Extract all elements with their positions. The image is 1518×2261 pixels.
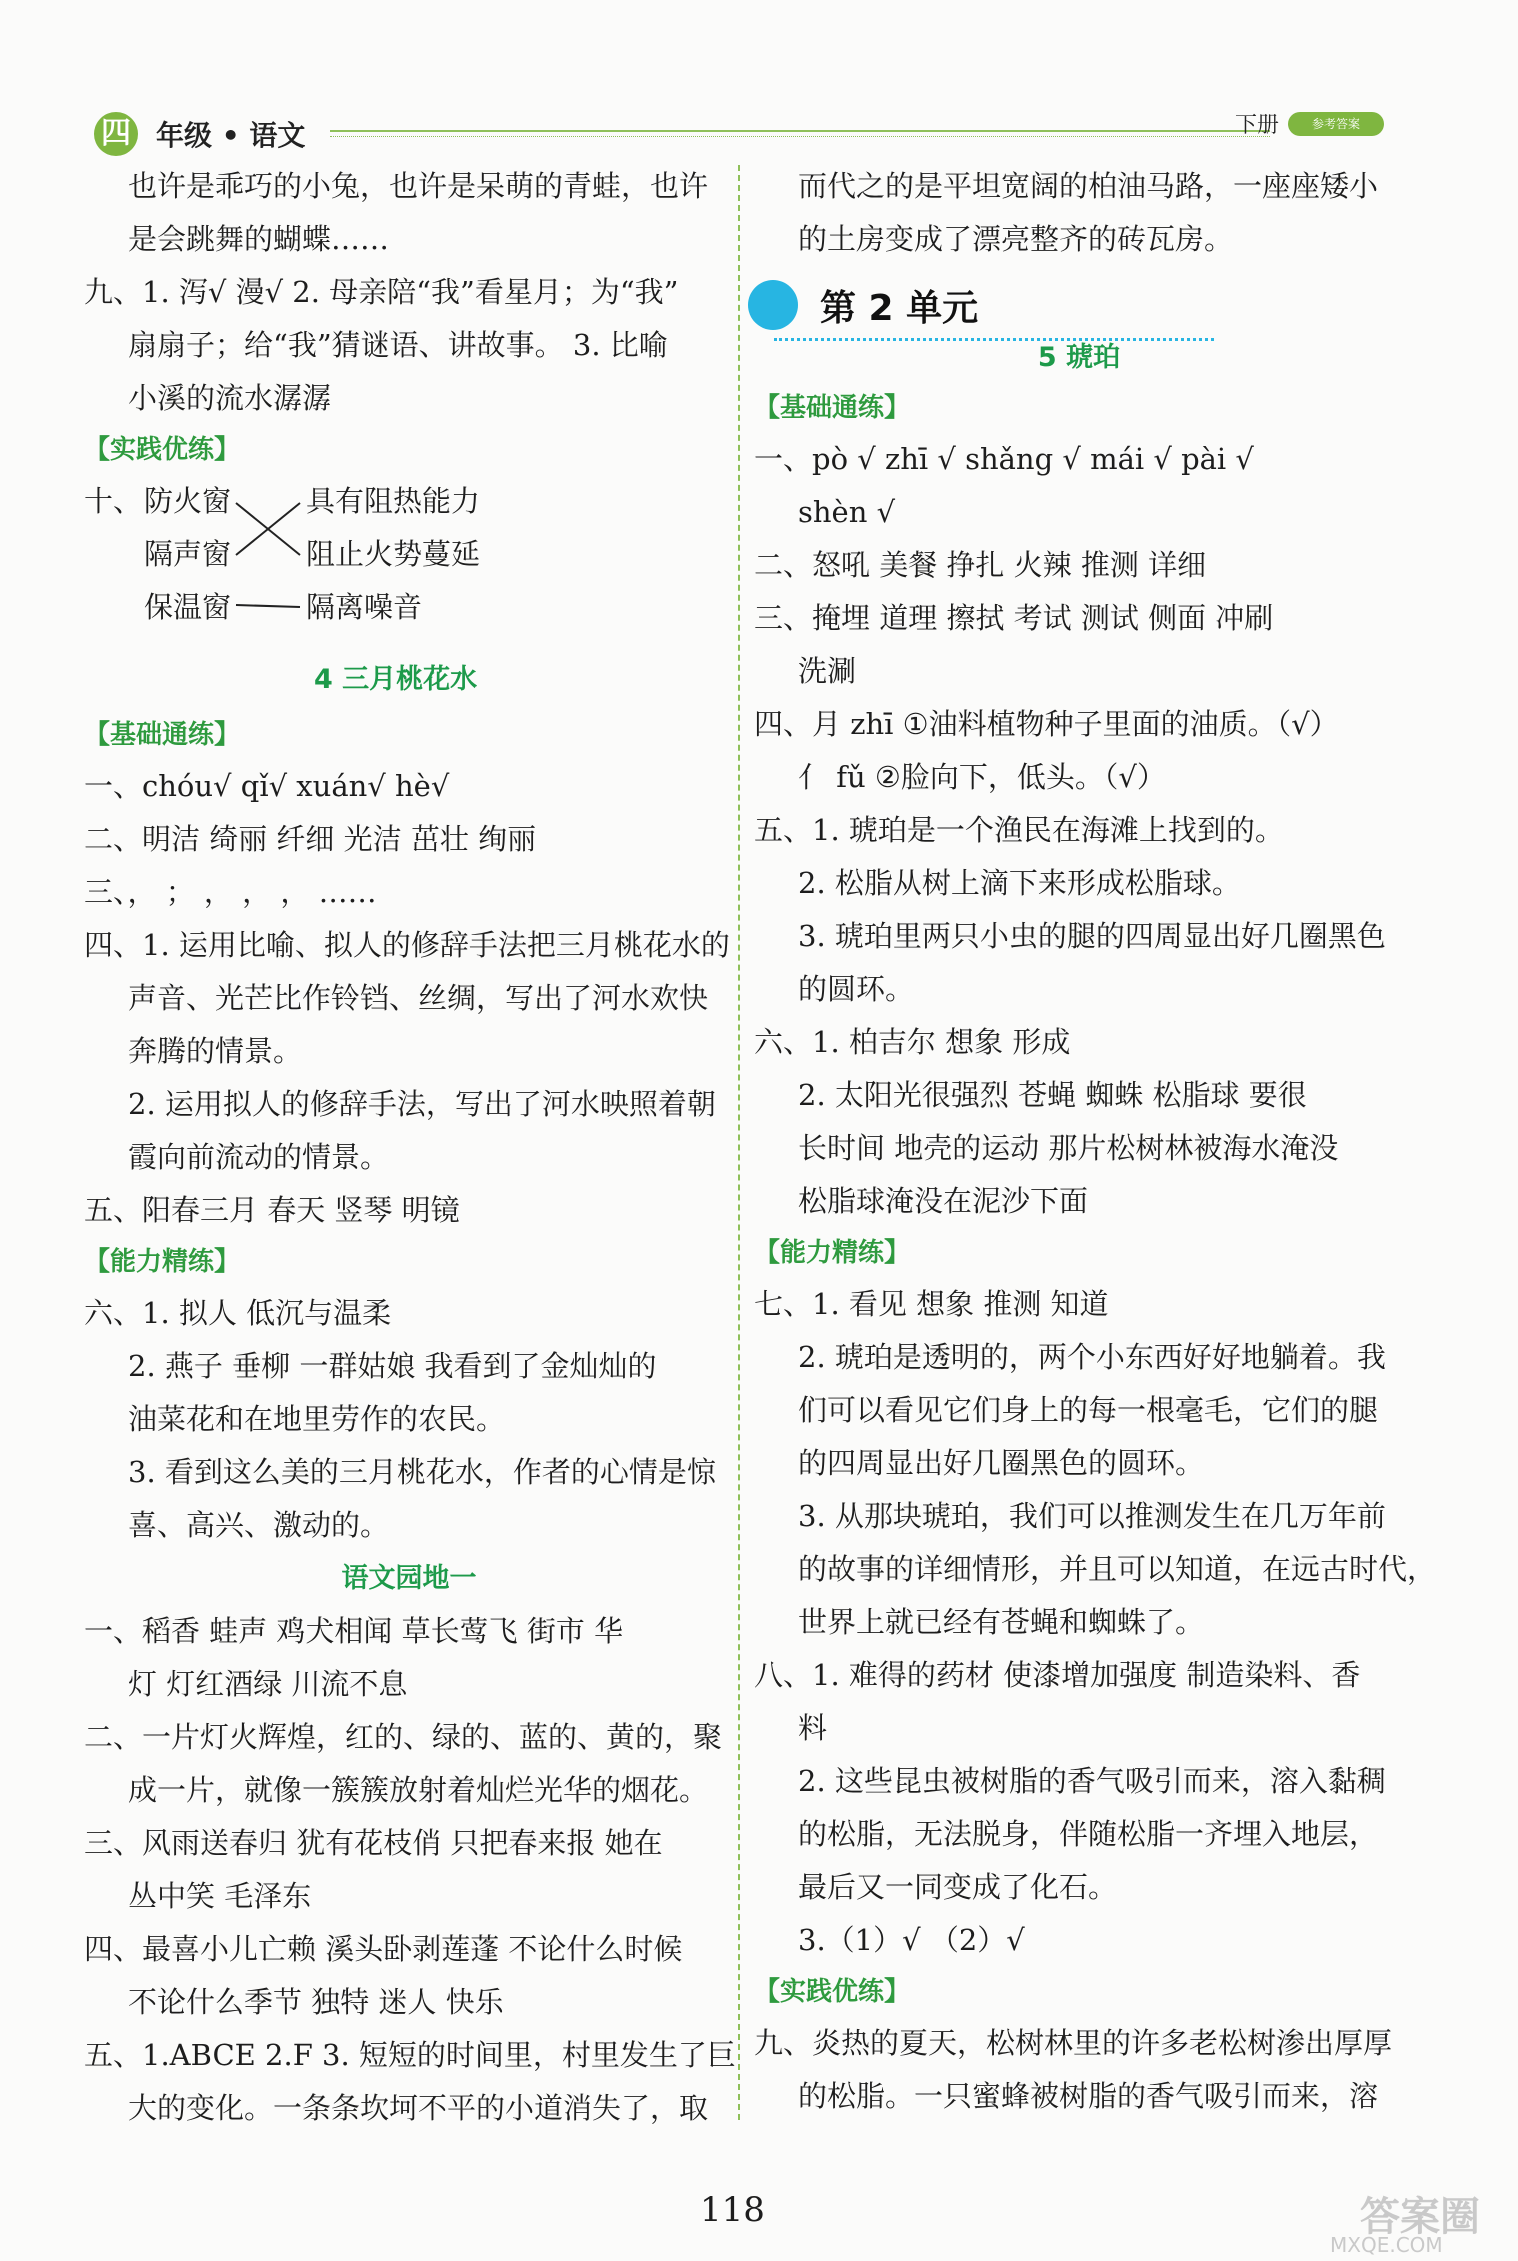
answer-1: 一、pò √ zhī √ shǎng √ mái √ pài √ [754,442,1254,476]
text-line: 也许是乖巧的小兔，也许是呆萌的青蛙，也许 [128,169,709,203]
text-line: 油菜花和在地里劳作的农民。 [128,1402,506,1436]
text-line: 不论什么季节 独特 迷人 快乐 [128,1985,504,2019]
text-line: 成一片，就像一簇簇放射着灿烂光华的烟花。 [128,1773,709,1807]
page-header [80,104,1380,164]
unit-heading [754,266,1404,361]
text-line: shèn √ [798,495,896,529]
text-line: 而代之的是平坦宽阔的柏油马路，一座座矮小 [798,169,1379,203]
answer-2: 二、怒吼 美餐 挣扎 火辣 推测 详细 [754,548,1207,582]
text-line: 的土房变成了漂亮整齐的砖瓦房。 [798,222,1234,256]
text-line: 的松脂。一只蜜蜂被树脂的香气吸引而来，溶 [798,2079,1379,2113]
text-line: 的四周显出好几圈黑色的圆环。 [798,1446,1205,1480]
section-title-garden: 语文园地一 [341,1563,477,1594]
answer-1: 一、chóu√ qǐ√ xuán√ hè√ [84,769,450,803]
text-line: 3.（1）√ （2）√ [798,1923,1025,1957]
text-line: 洗涮 [798,654,857,688]
volume-label: 下册 [1235,113,1280,138]
text-line: 3. 琥珀里两只小虫的腿的四周显出好几圈黑色 [798,919,1386,953]
right-column [754,160,1437,2123]
grade-badge: 四 [94,112,138,156]
text-line: 们可以看见它们身上的每一根毫毛，它们的腿 [798,1393,1379,1427]
text-line: 的圆环。 [798,972,915,1006]
garden-answer-1: 一、稻香 蛙声 鸡犬相闻 草长莺飞 街市 华 [84,1614,624,1648]
match-left-item: 保温窗 [144,590,232,624]
header-rule-dotted [330,136,1270,137]
match-left-item: 防火窗 [144,484,232,518]
garden-answer-5: 五、1.ABCE 2.F 3. 短短的时间里，村里发生了巨 [84,2038,736,2072]
text-line: 长时间 地壳的运动 那片松树林被海水淹没 [798,1131,1339,1165]
answer-5: 五、1. 琥珀是一个渔民在海滩上找到的。 [754,813,1284,847]
unit-title: 第 2 单元 [820,288,979,329]
text-line: 声音、光芒比作铃铛、丝绸，写出了河水欢快 [128,981,709,1015]
section-tag-basic: 【基础通练】 [84,720,241,750]
section-tag-ability: 【能力精练】 [754,1238,911,1268]
header-rule [330,130,1270,132]
answer-3: 三、掩埋 道理 擦拭 考试 测试 侧面 冲刷 [754,601,1274,635]
text-line: 3. 看到这么美的三月桃花水，作者的心情是惊 [128,1455,716,1489]
text-line: 灯 灯红酒绿 川流不息 [128,1667,408,1701]
answer-7: 七、1. 看见 想象 推测 知道 [754,1287,1109,1321]
left-column [84,160,734,2135]
match-line [236,605,300,607]
text-line: 世界上就已经有苍蝇和蜘蛛了。 [798,1605,1205,1639]
match-right-item: 隔离噪音 [306,590,423,624]
watermark-url: MXQE.COM [1330,2233,1443,2257]
text-line: 是会跳舞的蝴蝶…… [128,222,390,256]
section-tag-practice: 【实践优练】 [754,1977,911,2007]
text-line: 大的变化。一条条坎坷不平的小道消失了，取 [128,2091,709,2125]
watermark-logo: 答案圈 [1360,2194,1480,2240]
text-line: 松脂球淹没在泥沙下面 [798,1184,1089,1218]
match-left-item: 隔声窗 [144,537,232,571]
text-line: 扇扇子；给“我”猜谜语、讲故事。 3. 比喻 [128,328,668,362]
text-line: 的松脂，无法脱身，伴随松脂一齐埋入地层， [798,1817,1379,1851]
text-line: 奔腾的情景。 [128,1034,303,1068]
text-line: 3. 从那块琥珀，我们可以推测发生在几万年前 [798,1499,1386,1533]
text-line: 料 [798,1711,828,1745]
garden-answer-3: 三、风雨送春归 犹有花枝俏 只把春来报 她在 [84,1826,663,1860]
answer-6: 六、1. 拟人 低沉与温柔 [84,1296,392,1330]
text-line: 最后又一同变成了化石。 [798,1870,1118,1904]
section-tag-ability: 【能力精练】 [84,1247,241,1277]
text-line: 2. 燕子 垂柳 一群姑娘 我看到了金灿灿的 [128,1349,657,1383]
text-line: 2. 这些昆虫被树脂的香气吸引而来，溶入黏稠 [798,1764,1386,1798]
garden-answer-2: 二、一片灯火辉煌，红的、绿的、蓝的、黄的，聚 [84,1720,723,1754]
section-tag-basic: 【基础通练】 [754,393,911,423]
text-line: 喜、高兴、激动的。 [128,1508,390,1542]
garden-answer-4: 四、最喜小儿亡赖 溪头卧剥莲蓬 不论什么时候 [84,1932,683,1966]
text-line: 的故事的详细情形，并且可以知道，在远古时代， [798,1552,1437,1586]
answer-5: 五、阳春三月 春天 竖琴 明镜 [84,1193,460,1227]
answer-3: 三、， ； ， ， ， …… [84,875,377,909]
column-divider [738,165,740,2120]
text-line: 亻 fǔ ②脸向下，低头。（√） [798,760,1166,794]
text-line: 霞向前流动的情景。 [128,1140,390,1174]
text-line: 丛中笑 毛泽东 [128,1879,312,1913]
text-line: 2. 琥珀是透明的，两个小东西好好地躺着。我 [798,1340,1386,1374]
match-right-item: 具有阻热能力 [306,484,481,518]
answer-4: 四、月 zhī ①油料植物种子里面的油质。（√） [754,707,1339,741]
lesson-title: 5 琥珀 [1037,342,1121,373]
answer-4: 四、1. 运用比喻、拟人的修辞手法把三月桃花水的 [84,928,730,962]
text-line: 2. 太阳光很强烈 苍蝇 蜘蛛 松脂球 要很 [798,1078,1307,1112]
answer-2: 二、明洁 绮丽 纤细 光洁 茁壮 绚丽 [84,822,537,856]
answer-6: 六、1. 柏吉尔 想象 形成 [754,1025,1071,1059]
question-number: 十、 [84,484,143,518]
matching-exercise [84,475,734,720]
lesson-title: 4 三月桃花水 [314,664,478,695]
text-line: 2. 松脂从树上滴下来形成松脂球。 [798,866,1241,900]
series-badge: 参考答案 [1288,112,1384,136]
answer-9: 九、1. 泻√ 漫√ 2. 母亲陪“我”看星月；为“我” [84,275,679,309]
section-tag-practice: 【实践优练】 [84,435,241,465]
match-right-item: 阻止火势蔓延 [306,537,481,571]
text-line: 小溪的流水潺潺 [128,381,332,415]
unit-circle-icon [748,280,798,330]
answer-9: 九、炎热的夏天，松树林里的许多老松树渗出厚厚 [754,2026,1393,2060]
text-line: 2. 运用拟人的修辞手法，写出了河水映照着朝 [128,1087,716,1121]
answer-8: 八、1. 难得的药材 使漆增加强度 制造染料、香 [754,1658,1361,1692]
unit-underline [774,338,1214,341]
grade-subject: 年级 • 语文 [156,119,306,152]
page-number: 118 [700,2190,765,2230]
